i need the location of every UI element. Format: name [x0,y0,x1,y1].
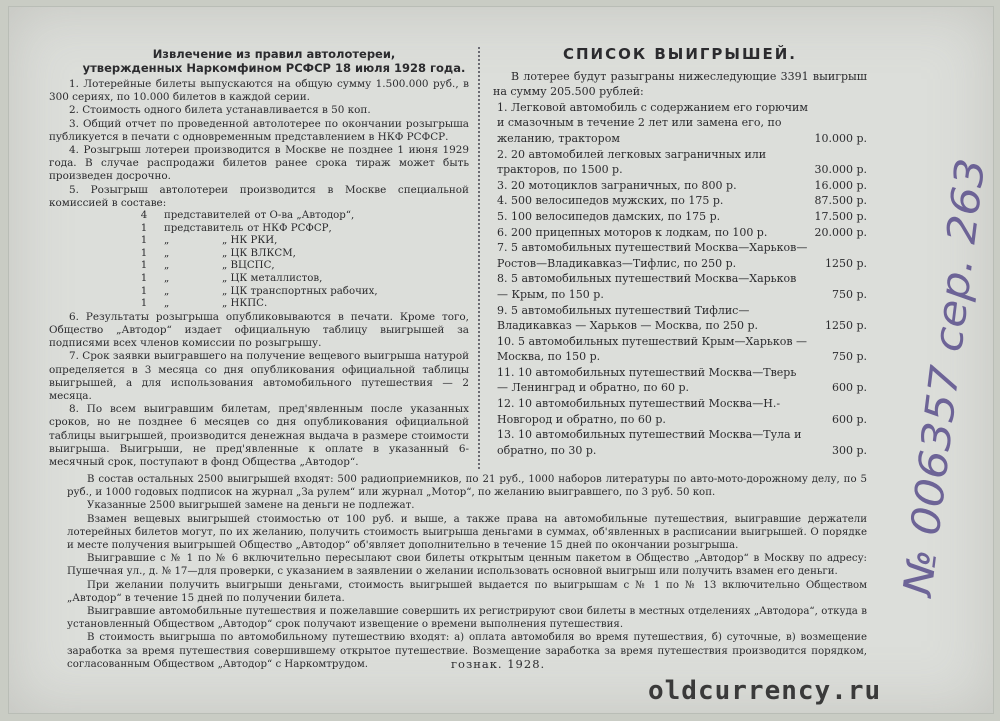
rule-7: 7. Срок заявки выигравшего на получение вещевого выигрыша натурой определяется в 3 месяца со дня опубликования официальной таблицы выигрышей, а для использования автомобильного путешествия — 2 месяца. [49,350,469,402]
committee-row: 1 „ „ ЦК ВЛКСМ, [140,247,296,259]
prize-item: 1. Легковой автомобиль с содержанием его горючим и смазочным в течение 2 лет или замена его, по желанию, трактором 10.000 р. [497,100,867,145]
rules-column [49,47,469,469]
rule-5: 5. Розыгрыш автолотереи производится в Москве специальной комиссией в составе: [49,183,469,209]
prize-item: 5. 100 велосипедов дамских, по 175 р. 17.500 р. [497,209,867,223]
note-trip-costs: В стоимость выигрыша по автомобильному путешествию входят: а) оплата автомобиля во время путешествия, б) суточные, в) возмещение заработка за время путешествия совершившему открытое путешествие. Возмещение заработка за время путешествия производится порядком, согласованным Обществом „Автодор“ с Наркомтрудом. [67,632,867,670]
prize-list-title: СПИСОК ВЫИГРЫШЕЙ. [562,45,797,63]
rules-title-line2: утвержденных Наркомфином РСФСР 18 июля 1928 года. [82,61,466,75]
prize-item: 2. 20 автомобилей легковых заграничных или тракторов, по 1500 р. 30.000 р. [497,147,867,177]
prize-item: 6. 200 прицепных моторов к лодкам, по 100 р. 20.000 р. [497,225,867,239]
prize-item: 12. 10 автомобильных путешествий Москва—Н.-Новгород и обратно, по 60 р. 600 р. [497,397,867,426]
prize-item: 7. 5 автомобильных путешествий Москва—Харьков—Ростов—Владикавказ—Тифлис, по 250 р. 1250 р. [497,241,867,270]
committee-row: 1 представитель от НКФ РСФСР, [140,222,332,234]
prize-item: 8. 5 автомобильных путешествий Москва—Харьков — Крым, по 150 р. 750 р. [497,272,867,301]
note-trip-registration: Выигравшие автомобильные путешествия и пожелавшие совершить их регистрируют свои билеты в местных отделениях „Автодора“, откуда в установленный Обществом „Автодор“ срок получают извещение о времени выполнения путешествия. [67,606,867,631]
committee-row: 1 „ „ ЦК металлистов, [140,273,323,284]
note-mailing-address: Выигравшие с № 1 по № 6 включительно пересылают свои билеты открытым ценным пакетом в Общество „Автодор“ в Москву по адресу: Пушечная ул., д. № 17—для проверки, с указанием в заявлении о желании использовать основной выигрыш или получить взамен его деньги. [67,553,867,578]
printer-imprint: гознак. 1928. [451,657,546,671]
prize-item: 11. 10 автомобильных путешествий Москва—Тверь — Ленинград и обратно, по 60 р. 600 р. [497,365,867,395]
prize-item: 10. 5 автомобильных путешествий Крым—Харьков — Москва, по 150 р. 750 р. [497,334,867,364]
rule-3: 3. Общий отчет по проведенной автолотерее по окончании розыгрыша публикуется в печати с одновременным представлением в НКФ РСФСР. [49,117,469,143]
committee-row: 1 „ „ НКПС. [140,298,268,310]
committee-row: 1 „ „ ЦК транспортных рабочих, [140,285,378,297]
prize-item: 3. 20 мотоциклов заграничных, по 800 р. 16.000 р. [497,178,867,192]
prize-list-intro: В лотерее будут разыграны нижеследующие 3391 выигрыш на сумму 205.500 рублей: [493,69,867,99]
rule-6: 6. Результаты розыгрыша опубликовываются в печати. Кроме того, Общество „Автодор“ издает официальную таблицу выигрышей за подписями всех членов комиссии по розыгрышу. [49,310,469,350]
committee-list [124,210,469,311]
committee-row: 1 „ „ НК РКИ, [140,235,278,247]
committee-row: 4 представителей от О-ва „Автодор“, [140,210,355,222]
rules-title [79,47,469,75]
note-cash-payout: При желании получить выигрыши деньгами, стоимость выигрышей выдается по выигрышам с № 1 по № 13 включительно Обществом „Автодор“ в течение 15 дней по получении билета. [67,579,867,604]
lottery-ticket-back [8,6,994,714]
committee-row: 1 „ „ ВЦСПС, [140,260,275,272]
prize-item: 13. 10 автомобильных путешествий Москва—Тула и обратно, по 30 р. 300 р. [497,428,867,457]
column-divider [478,47,480,469]
note-no-exchange: Указанные 2500 выигрышей замене на деньги не подлежат. [87,500,415,512]
rule-2: 2. Стоимость одного билета устанавливается в 50 коп. [69,104,371,117]
prize-list-column [493,47,867,458]
rules-title-line1: Извлечение из правил автолотереи, [152,47,396,61]
prize-item: 9. 5 автомобильных путешествий Тифлис—Владикавказ — Харьков — Москва, по 250 р. 1250 р. [497,303,867,333]
prize-item: 4. 500 велосипедов мужских, по 175 р. 87.500 р. [497,194,867,208]
rule-8: 8. По всем выигравшим билетам, пред'явленным после указанных сроков, но не позднее 6 месяцев со дня опубликования официальной таблицы выигрышей, производится денежная выдача в размере стоимости выигрыша. Выигрыши, не пред'явленные к оплате в указанный 6-месячный срок, поступают в фонд Общества „Автодор“. [49,403,469,469]
note-cash-option: Взамен вещевых выигрышей стоимостью от 100 руб. и выше, а также права на автомобильные путешествия, выигравшие держатели лотерейных билетов могут, по их желанию, получить стоимость выигрыша деньгами в суммах, об'явленных в расписании выигрышей. О порядке и месте получения выигрышей Общество „Автодор“ об'являет дополнительно в течение 15 дней по окончании розыгрыша. [67,513,867,552]
svg-text:№ 006357 сер. 263: № 006357 сер. 263 [895,202,989,599]
rule-1: 1. Лотерейные билеты выпускаются на общую сумму 1.500.000 руб., в 300 сериях, по 10.000 билетов в каждой серии. [49,78,469,104]
serial-number-stamp [869,127,989,607]
note-other-prizes: В состав остальных 2500 выигрышей входят: 500 радиоприемников, по 21 руб., 1000 наборов литературы по авто-мото-дорожному делу, по 5 руб., и 1000 годовых подписок на журнал „За рулем“ или журнал „Мотор“, по желанию выигравшего, по 3 руб. 50 коп. [67,474,867,499]
watermark-text: oldcurrency.ru [648,676,882,706]
bottom-notes [67,473,867,671]
rule-4: 4. Розыгрыш лотереи производится в Москве не позднее 1 июня 1929 года. В случае распродажи билетов ранее срока тираж может быть произведен досрочно. [49,144,469,183]
